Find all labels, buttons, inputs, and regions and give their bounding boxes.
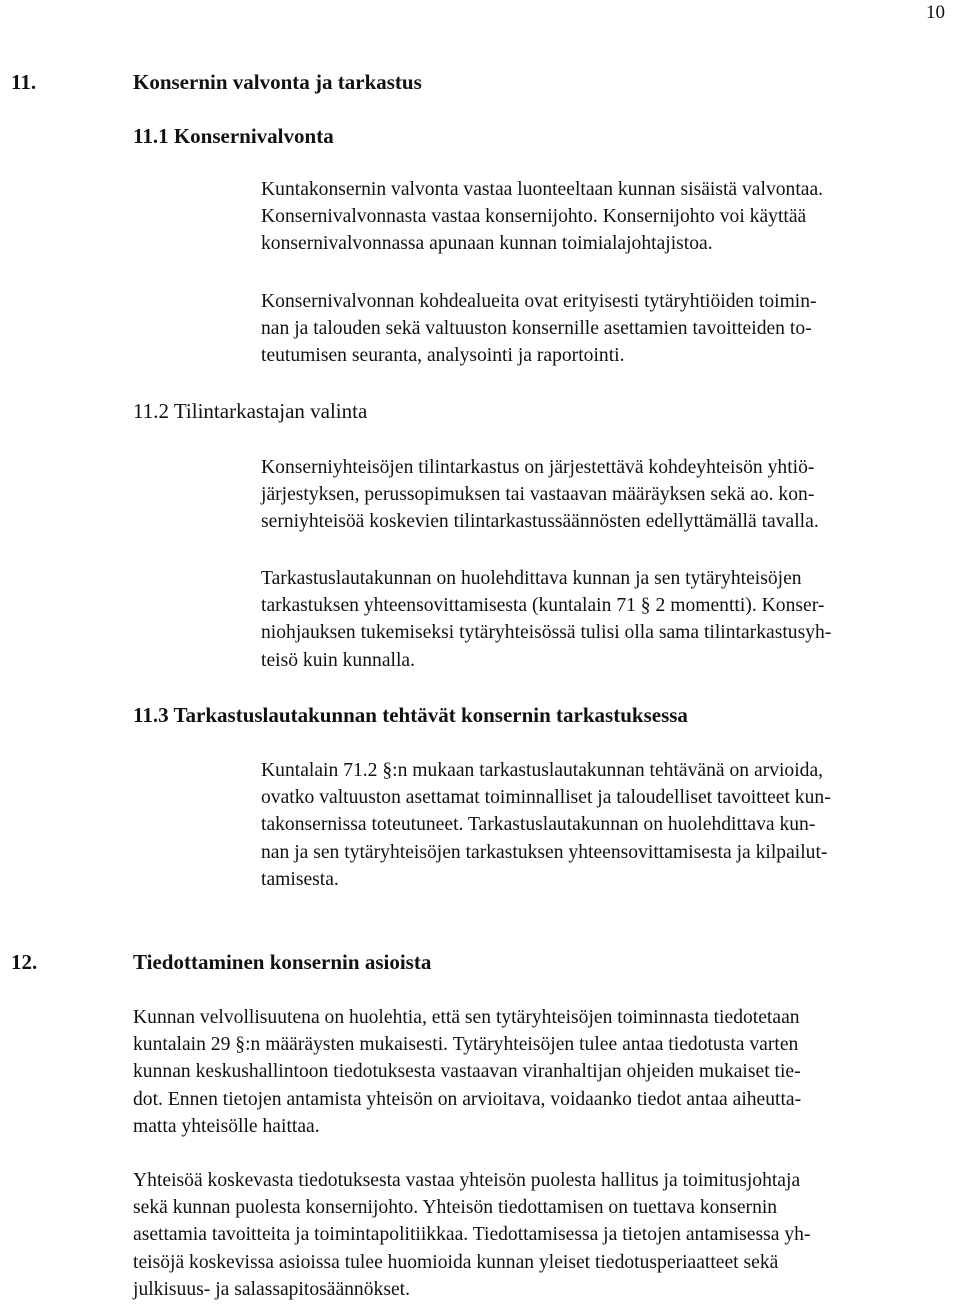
paragraph — [261, 565, 831, 674]
text-line: takonsernissa toteutuneet. Tarkastuslautakunnan on huolehdittava kun- — [261, 814, 816, 836]
text-line: järjestyksen, perussopimuksen tai vastaavan määräyksen sekä ao. kon- — [261, 484, 815, 506]
text-line: asettamia tavoitteita ja toimintapolitiikkaa. Tiedottamisessa ja tietojen antamisessa yh- — [133, 1224, 811, 1246]
text-line: tarkastuksen yhteensovittamisesta (kuntalain 71 § 2 momentti). Konser- — [261, 595, 825, 617]
text-line: Konserniyhteisöjen tilintarkastus on järjestettävä kohdeyhteisön yhtiö- — [261, 457, 815, 478]
text-line: ovatko valtuuston asettamat toiminnalliset ja taloudelliset tavoitteet kun- — [261, 787, 831, 809]
page-number: 10 — [926, 2, 945, 23]
subsection-11-3-heading: 11.3 Tarkastuslautakunnan tehtävät konsernin tarkastuksessa — [133, 703, 688, 727]
text-line: kuntalain 29 §:n määräysten mukaisesti. Tytäryhteisöjen tulee antaa tiedotusta varten — [133, 1034, 799, 1056]
text-line: julkisuus- ja salassapitosäännökset. — [133, 1278, 410, 1300]
text-line: Kuntakonsernin valvonta vastaa luonteeltaan kunnan sisäistä valvontaa. — [261, 179, 824, 200]
text-line: nan ja talouden sekä valtuuston konsernille asettamien tavoitteiden to- — [261, 318, 812, 340]
text-line: tamisesta. — [261, 868, 339, 890]
text-line: Tarkastuslautakunnan on huolehdittava kunnan ja sen tytäryhteisöjen — [261, 568, 802, 589]
subsection-11-1-heading: 11.1 Konsernivalvonta — [133, 124, 334, 148]
text-line: Konsernivalvonnasta vastaa konsernijohto. Konsernijohto voi käyttää — [261, 206, 807, 228]
paragraph — [261, 288, 817, 370]
text-line: Kunnan velvollisuutena on huolehtia, että sen tytäryhteisöjen toiminnasta tiedotetaan — [133, 1007, 800, 1028]
text-line: Kuntalain 71.2 §:n mukaan tarkastuslautakunnan tehtävänä on arvioida, — [261, 760, 824, 781]
text-line: teisö kuin kunnalla. — [261, 649, 416, 671]
text-line: Yhteisöä koskevasta tiedotuksesta vastaa yhteisön puolesta hallitus ja toimitusjohtaja — [133, 1170, 801, 1191]
section-title: Tiedottaminen konsernin asioista — [133, 950, 432, 974]
paragraph — [261, 176, 823, 258]
text-line: dot. Ennen tietojen antamista yhteisön on arvioitava, voidaanko tiedot antaa aiheutta- — [133, 1088, 802, 1110]
section-number: 11. — [11, 70, 37, 94]
subsection-11-2-heading: 11.2 Tilintarkastajan valinta — [133, 399, 368, 423]
text-line: teutumisen seuranta, analysointi ja raportointi. — [261, 345, 625, 367]
paragraph — [261, 757, 831, 893]
text-line: kunnan keskushallintoon tiedotuksesta vastaavan viranhaltijan ohjeiden mukaiset tie- — [133, 1061, 801, 1083]
text-line: teisöjä koskevissa asioissa tulee huomioida kunnan yleiset tiedotusperiaatteet sekä — [133, 1251, 779, 1273]
text-line: konsernivalvonnassa apunaan kunnan toimialajohtajistoa. — [261, 233, 713, 255]
paragraph — [133, 1167, 810, 1303]
paragraph — [261, 454, 819, 536]
section-title: Konsernin valvonta ja tarkastus — [133, 70, 422, 94]
text-line: nan ja sen tytäryhteisöjen tarkastuksen yhteensovittamisesta ja kilpailut- — [261, 841, 828, 863]
text-line: serniyhteisöä koskevien tilintarkastussäännösten edellyttämällä tavalla. — [261, 511, 819, 533]
paragraph — [133, 1004, 801, 1140]
text-line: niohjauksen tukemiseksi tytäryhteisössä tulisi olla sama tilintarkastusyh- — [261, 622, 832, 644]
section-number: 12. — [11, 950, 38, 974]
text-line: sekä kunnan puolesta konsernijohto. Yhteisön tiedottamisen on tuettava konsernin — [133, 1197, 778, 1219]
text-line: Konsernivalvonnan kohdealueita ovat erityisesti tytäryhtiöiden toimin- — [261, 291, 817, 312]
text-line: matta yhteisölle haittaa. — [133, 1115, 320, 1137]
